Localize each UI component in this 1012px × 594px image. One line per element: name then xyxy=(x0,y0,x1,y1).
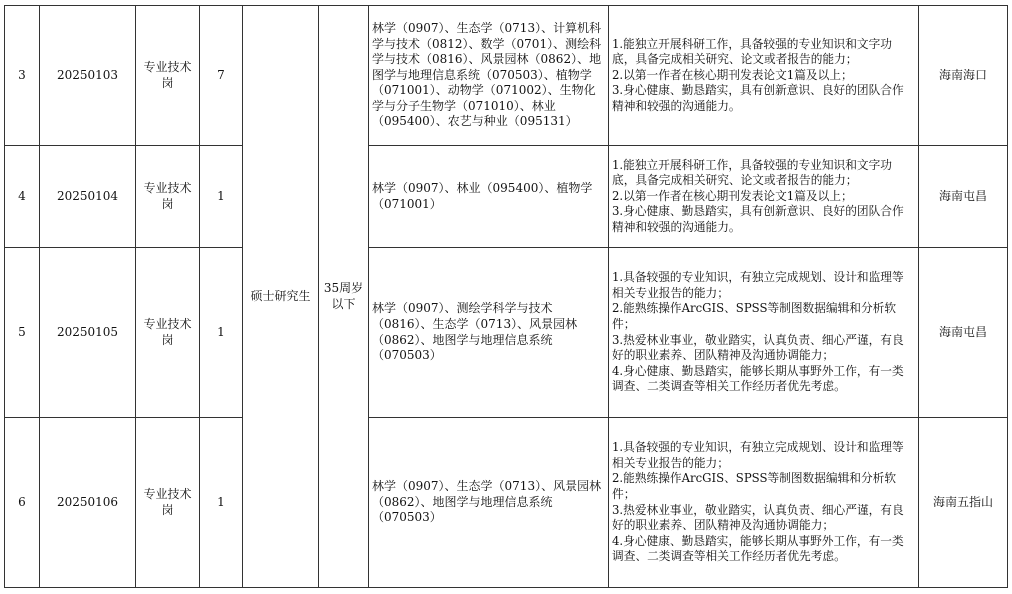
hiring-count: 7 xyxy=(200,6,243,146)
requirement-item: 3.热爱林业事业，敬业踏实，认真负责、细心严谨，有良好的职业素养、团队精神及沟通协调能力； xyxy=(612,332,904,363)
post-type: 专业技术岗 xyxy=(136,418,200,588)
work-location: 海南海口 xyxy=(919,6,1008,146)
recruitment-table xyxy=(4,5,1008,588)
hiring-count: 1 xyxy=(200,248,243,418)
hiring-count: 1 xyxy=(200,418,243,588)
post-code: 20250106 xyxy=(40,418,136,588)
post-type: 专业技术岗 xyxy=(136,146,200,248)
major-list: 林学（0907）、测绘学科学与技术（0816）、生态学（0713）、风景园林（0862）、地图学与地理信息系统（070503） xyxy=(369,248,609,418)
requirement-item: 1.具备较强的专业知识，有独立完成规划、设计和监理等相关专业报告的能力； xyxy=(612,270,904,300)
post-code: 20250104 xyxy=(40,146,136,248)
major-list: 林学（0907）、林业（095400）、植物学（071001） xyxy=(369,146,609,248)
work-location: 海南屯昌 xyxy=(919,248,1008,418)
requirement-item: 3.热爱林业事业，敬业踏实，认真负责、细心严谨，有良好的职业素养、团队精神及沟通协调能力； xyxy=(612,502,904,533)
requirement-item: 1.具备较强的专业知识，有独立完成规划、设计和监理等相关专业报告的能力； xyxy=(612,440,904,470)
requirement-item: 1.能独立开展科研工作，具备较强的专业知识和文字功底，具备完成相关研究、论文或者报告的能力； xyxy=(612,36,892,67)
work-location: 海南屯昌 xyxy=(919,146,1008,248)
row-number: 5 xyxy=(5,248,40,418)
requirement-item: 2.以第一作者在核心期刊发表论文1篇及以上； xyxy=(612,188,853,203)
row-number: 6 xyxy=(5,418,40,588)
post-type: 专业技术岗 xyxy=(136,248,200,418)
requirements-cell xyxy=(609,6,919,146)
hiring-count: 1 xyxy=(200,146,243,248)
requirement-item: 3.身心健康、勤恳踏实，具有创新意识、良好的团队合作精神和较强的沟通能力。 xyxy=(612,83,904,113)
requirements-cell xyxy=(609,248,919,418)
education-requirement: 硕士研究生 xyxy=(243,6,319,588)
requirements-cell xyxy=(609,418,919,588)
row-number: 3 xyxy=(5,6,40,146)
age-requirement: 35周岁以下 xyxy=(319,6,369,588)
requirement-item: 2.能熟练操作ArcGIS、SPSS等制图数据编辑和分析软件； xyxy=(612,301,897,331)
major-list: 林学（0907）、生态学（0713）、计算机科学与技术（0812）、数学（0701）、测绘科学与技术（0816）、风景园林（0862）、地图学与地理信息系统（070503）、植物学（071001）、动物学（071002）、生物化学与分子生物学（071010）、林业（095400）、农艺与种业（095131） xyxy=(369,6,609,146)
table-row xyxy=(5,418,1008,588)
requirement-item: 4.身心健康、勤恳踏实，能够长期从事野外工作，有一类调查、二类调查等相关工作经历者优先考虑。 xyxy=(612,533,904,564)
post-code: 20250103 xyxy=(40,6,136,146)
post-code: 20250105 xyxy=(40,248,136,418)
requirement-item: 4.身心健康、勤恳踏实，能够长期从事野外工作，有一类调查、二类调查等相关工作经历者优先考虑。 xyxy=(612,363,904,394)
requirements-cell xyxy=(609,146,919,248)
post-type: 专业技术岗 xyxy=(136,6,200,146)
row-number: 4 xyxy=(5,146,40,248)
table-row xyxy=(5,6,1008,146)
requirement-item: 1.能独立开展科研工作，具备较强的专业知识和文字功底，具备完成相关研究、论文或者报告的能力； xyxy=(612,157,892,188)
table-row xyxy=(5,248,1008,418)
requirement-item: 2.以第一作者在核心期刊发表论文1篇及以上； xyxy=(612,67,853,82)
requirement-item: 2.能熟练操作ArcGIS、SPSS等制图数据编辑和分析软件； xyxy=(612,471,897,501)
table-row xyxy=(5,146,1008,248)
work-location: 海南五指山 xyxy=(919,418,1008,588)
requirement-item: 3.身心健康、勤恳踏实，具有创新意识、良好的团队合作精神和较强的沟通能力。 xyxy=(612,204,904,234)
major-list: 林学（0907）、生态学（0713）、风景园林（0862）、地图学与地理信息系统（070503） xyxy=(369,418,609,588)
